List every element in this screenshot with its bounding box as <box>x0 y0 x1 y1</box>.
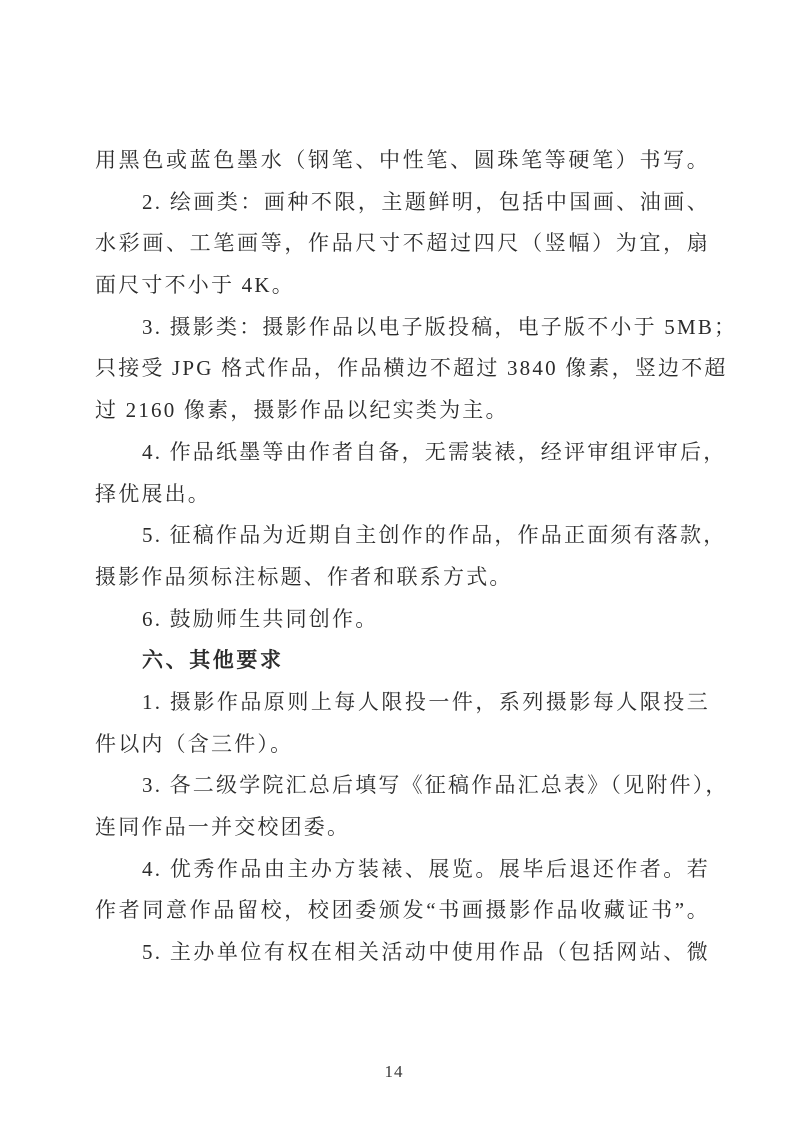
doc-line-16: 3. 各二级学院汇总后填写《征稿作品汇总表》（见附件）， <box>142 773 729 798</box>
doc-line-14: 1. 摄影作品原则上每人限投一件，系列摄影每人限投三 <box>142 689 710 714</box>
doc-line-18: 4. 优秀作品由主办方装裱、展览。展毕后退还作者。若 <box>142 856 710 881</box>
doc-line-3: 水彩画、工笔画等，作品尺寸不超过四尺（竖幅）为宜，扇 <box>95 231 710 256</box>
doc-line-19: 作者同意作品留校，校团委颁发“书画摄影作品收藏证书”。 <box>95 898 710 923</box>
doc-line-11: 摄影作品须标注标题、作者和联系方式。 <box>95 564 513 589</box>
doc-line-12: 6. 鼓励师生共同创作。 <box>142 606 379 631</box>
doc-line-20: 5. 主办单位有权在相关活动中使用作品（包括网站、微 <box>142 940 710 965</box>
doc-line-2: 2. 绘画类：画种不限，主题鲜明，包括中国画、油画、 <box>142 189 710 214</box>
section-heading-other-requirements: 六、其他要求 <box>142 649 284 673</box>
doc-line-17: 连同作品一并交校团委。 <box>95 815 351 839</box>
doc-line-1: 用黑色或蓝色墨水（钢笔、中性笔、圆珠笔等硬笔）书写。 <box>95 148 710 172</box>
doc-line-4: 面尺寸不小于 4K。 <box>95 273 295 298</box>
doc-line-15: 件以内（含三件）。 <box>95 731 294 756</box>
doc-line-5: 3. 摄影类：摄影作品以电子版投稿，电子版不小于 5MB； <box>142 314 738 339</box>
page-number: 14 <box>384 1062 404 1081</box>
document-text-block <box>95 140 738 974</box>
doc-line-6: 只接受 JPG 格式作品，作品横边不超过 3840 像素，竖边不超 <box>95 356 728 381</box>
doc-line-10: 5. 征稿作品为近期自主创作的作品，作品正面须有落款， <box>142 523 727 548</box>
doc-line-9: 择优展出。 <box>95 481 211 506</box>
doc-line-7: 过 2160 像素，摄影作品以纪实类为主。 <box>95 398 509 423</box>
doc-line-8: 4. 作品纸墨等由作者自备，无需装裱，经评审组评审后， <box>142 439 727 464</box>
